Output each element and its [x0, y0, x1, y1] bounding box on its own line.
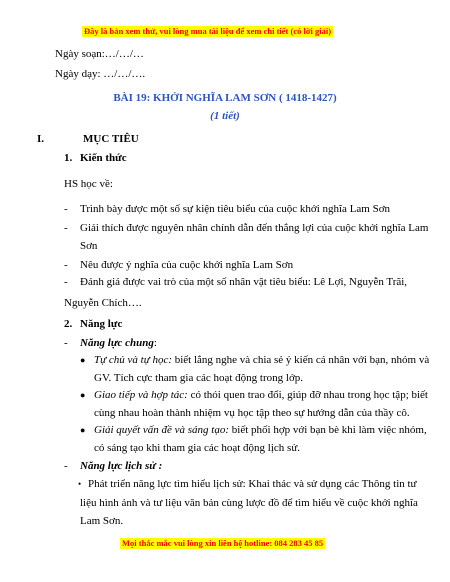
date-prepared: Ngày soạn:…/…/…	[55, 48, 144, 60]
knowledge-item: Nguyễn Chích….	[64, 297, 142, 309]
general-item-label: Tự chủ và tự học:	[94, 354, 172, 366]
list-dash: -	[64, 460, 68, 472]
bullet-icon: •	[78, 479, 82, 489]
general-competence-heading	[80, 336, 157, 350]
general-competence-item-cont: GV. Tích cực tham gia các hoạt động trong lớp.	[94, 372, 304, 384]
knowledge-title: Kiến thức	[80, 152, 127, 164]
lesson-title: BÀI 19: KHỞI NGHĨA LAM SƠN ( 1418-1427)	[113, 92, 337, 104]
bullet-icon: ●	[80, 355, 86, 365]
specific-competence-text: Phát triển năng lực tìm hiểu lịch sử: Khai thác và sử dụng các Thông tin tư	[88, 478, 417, 490]
section-number: I.	[37, 133, 45, 145]
general-item-label: Giải quyết vấn đề và sáng tạo:	[94, 424, 230, 436]
general-competence-colon: :	[153, 337, 157, 349]
bullet-icon: ●	[80, 425, 86, 435]
knowledge-number: 1.	[64, 152, 73, 164]
knowledge-item: Đánh giá được vai trò của một số nhân vật tiêu biểu: Lê Lợi, Nguyễn Trãi,	[80, 276, 408, 288]
knowledge-item: Nêu được ý nghĩa của cuộc khởi nghĩa Lam Sơn	[80, 259, 294, 271]
list-dash: -	[64, 203, 68, 215]
knowledge-item: Trình bày được một số sự kiện tiêu biểu của cuộc khởi nghĩa Lam Sơn	[80, 203, 391, 215]
specific-competence-label: Năng lực lịch sử :	[80, 460, 163, 472]
bullet-icon: ●	[80, 390, 86, 400]
list-dash: -	[64, 276, 68, 288]
knowledge-item: Giải thích được nguyên nhân chính dẫn đến thắng lợi của cuộc khởi nghĩa Lam	[80, 222, 429, 234]
general-competence-item-cont: cùng nhau hoàn thành nhiệm vụ học tập theo sự hướng dẫn của thầy cô.	[94, 407, 410, 419]
date-taught: Ngày dạy: …/…/….	[55, 68, 146, 80]
knowledge-item: Sơn	[80, 240, 98, 252]
general-competence-label: Năng lực chung	[80, 337, 154, 349]
general-competence-item: Tự chủ và tự học: biết lắng nghe và chia sẻ ý kiến cá nhân với bạn, nhóm và	[94, 354, 430, 366]
list-dash: -	[64, 222, 68, 234]
section-title: MỤC TIÊU	[83, 133, 139, 145]
competence-title: Năng lực	[80, 318, 123, 330]
competence-number: 2.	[64, 318, 73, 330]
general-competence-item-cont: có sáng tạo khi tham gia các hoạt động lịch sử.	[94, 442, 301, 454]
list-dash: -	[64, 259, 68, 271]
specific-competence-text: Lam Sơn.	[80, 515, 124, 527]
list-dash: -	[64, 337, 68, 349]
general-item-label: Giao tiếp và hợp tác:	[94, 389, 188, 401]
knowledge-intro: HS học về:	[64, 178, 113, 190]
specific-competence-text: liệu hình ảnh và tư liệu văn bản cùng lược đồ để tìm hiểu về cuộc khởi nghĩa	[80, 497, 418, 509]
preview-banner: Đây là bản xem thử, vui lòng mua tài liệu để xem chi tiết (có lời giải)	[84, 26, 332, 36]
general-competence-item: Giao tiếp và hợp tác: có thói quen trao đổi, giúp đỡ nhau trong học tập; biết	[94, 389, 428, 401]
general-competence-item: Giải quyết vấn đề và sáng tạo: biết phối hợp với bạn bè khi làm việc nhóm,	[94, 424, 427, 436]
hotline-banner: Mọi thắc mắc vui lòng xin liên hệ hotline: 084 283 45 85	[122, 538, 324, 548]
lesson-duration: (1 tiết)	[210, 110, 240, 122]
